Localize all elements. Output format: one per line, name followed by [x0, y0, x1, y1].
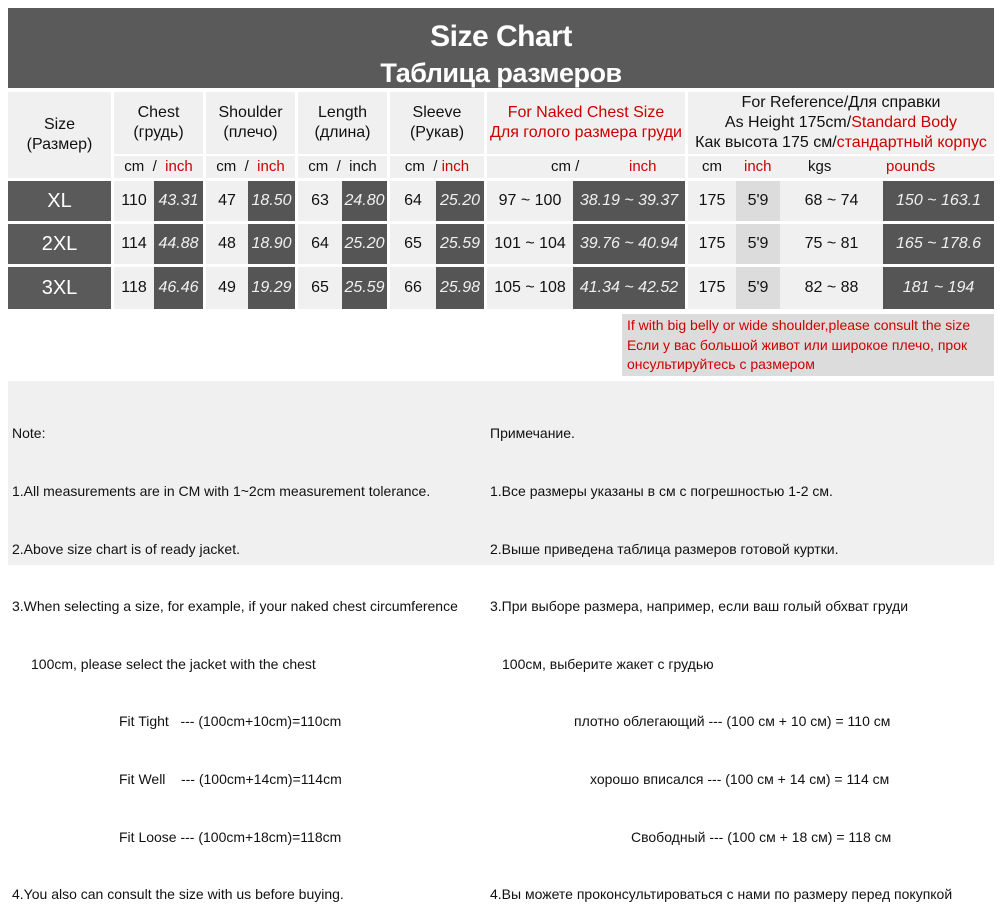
unit-cm: cm /: [551, 158, 580, 175]
shoulder-cm: 49: [206, 267, 248, 309]
height-cm: 175: [688, 224, 736, 264]
naked-chest-inch: 39.76 ~ 40.94: [573, 224, 685, 264]
unit-length: [298, 156, 387, 178]
size-cell: 2XL: [8, 224, 111, 264]
weight-pounds: 181 ~ 194: [883, 267, 994, 309]
note-line: хорошо вписался --- (100 см + 14 см) = 114 см: [590, 771, 890, 788]
header-shoulder: [206, 92, 295, 154]
header-naked-chest: [487, 92, 685, 154]
note-line: 4.Вы можете проконсультироваться с нами по размеру перед покупкой: [490, 886, 953, 903]
unit-inch: inch: [744, 158, 772, 175]
notes-english: [12, 386, 458, 924]
note-line: плотно облегающий --- (100 см + 10 см) = 110 см: [574, 713, 891, 730]
header-size-label: Size: [43, 116, 76, 133]
chest-inch: 46.46: [154, 267, 203, 309]
note-line: 3.When selecting a size, for example, if your naked chest circumference: [12, 598, 458, 615]
title-english: Size Chart: [430, 20, 572, 53]
height-inch: 5'9: [736, 224, 780, 264]
unit-inch: inch: [165, 158, 193, 175]
chest-inch: 44.88: [154, 224, 203, 264]
unit-inch: inch: [257, 158, 285, 175]
reference-standard-body-ru: стандартный корпус: [836, 134, 987, 151]
header-naked-sub: Для голого размера груди: [490, 124, 682, 141]
unit-slash: /: [433, 158, 438, 175]
shoulder-cm: 48: [206, 224, 248, 264]
length-inch: 24.80: [342, 181, 387, 221]
naked-chest-cm: 97 ~ 100: [487, 181, 573, 221]
sleeve-cm: 66: [390, 267, 436, 309]
note-line: 3.При выборе размера, например, если ваш голый обхват груди: [490, 598, 909, 615]
header-sleeve: [390, 92, 484, 154]
length-cm: 63: [298, 181, 342, 221]
header-sleeve-sub: (Рукав): [409, 124, 465, 141]
header-naked-label: For Naked Chest Size: [507, 104, 665, 121]
header-shoulder-sub: (плечо): [223, 124, 278, 141]
unit-cm: cm: [216, 158, 237, 175]
unit-slash: /: [152, 158, 157, 175]
note-line: 1.Все размеры указаны в см с погрешностью 1-2 см.: [490, 483, 833, 500]
weight-pounds: 150 ~ 163.1: [883, 181, 994, 221]
shoulder-inch: 19.29: [248, 267, 295, 309]
weight-kgs: 82 ~ 88: [780, 267, 883, 309]
unit-cm: cm: [124, 158, 145, 175]
size-cell: 3XL: [8, 267, 111, 309]
note-line: 1.All measurements are in CM with 1~2cm measurement tolerance.: [12, 483, 431, 500]
header-chest-label: Chest: [137, 104, 180, 121]
header-reference-line3: [695, 133, 987, 153]
header-shoulder-label: Shoulder: [218, 104, 283, 121]
naked-chest-cm: 105 ~ 108: [487, 267, 573, 309]
sleeve-inch: 25.20: [436, 181, 484, 221]
reference-standard-body: Standard Body: [851, 114, 958, 131]
note-line: 4.You also can consult the size with us before buying.: [12, 886, 344, 903]
unit-slash: /: [336, 158, 341, 175]
unit-pounds: pounds: [886, 158, 936, 175]
length-inch: 25.59: [342, 267, 387, 309]
header-reference: [688, 92, 994, 154]
unit-slash: /: [244, 158, 249, 175]
unit-inch: inch: [629, 158, 657, 175]
chest-cm: 114: [114, 224, 154, 264]
header-reference-line1: For Reference/Для справки: [741, 94, 941, 111]
header-length-label: Length: [318, 104, 367, 121]
reference-height-text: As Height 175cm/: [724, 114, 852, 131]
title-russian: Таблица размеров: [380, 58, 622, 88]
unit-kgs: kgs: [808, 158, 832, 175]
header-chest-sub: (грудь): [133, 124, 184, 141]
warning-line: Если у вас большой живот или широкое плечо, прок: [627, 336, 968, 353]
unit-chest: [114, 156, 203, 178]
sleeve-inch: 25.59: [436, 224, 484, 264]
header-sleeve-label: Sleeve: [412, 104, 462, 121]
note-line: Fit Well --- (100cm+14cm)=114cm: [119, 771, 342, 788]
unit-sleeve: [390, 156, 484, 178]
header-length-sub: (длина): [314, 124, 371, 141]
naked-chest-inch: 41.34 ~ 42.52: [573, 267, 685, 309]
header-chest: [114, 92, 203, 154]
note-line: Fit Loose --- (100cm+18cm)=118cm: [119, 828, 342, 845]
notes-russian: [490, 386, 952, 924]
naked-chest-cm: 101 ~ 104: [487, 224, 573, 264]
weight-pounds: 165 ~ 178.6: [883, 224, 994, 264]
note-line: 2.Выше приведена таблица размеров готовой куртки.: [490, 540, 839, 557]
weight-kgs: 68 ~ 74: [780, 181, 883, 221]
length-cm: 65: [298, 267, 342, 309]
note-line: Note:: [12, 425, 46, 442]
title-banner: [8, 8, 994, 88]
shoulder-inch: 18.90: [248, 224, 295, 264]
consult-warning: [622, 314, 994, 376]
chest-cm: 110: [114, 181, 154, 221]
warning-line: онсультируйтесь с размером: [627, 356, 815, 372]
note-line: Свободный --- (100 см + 18 см) = 118 см: [631, 828, 892, 845]
height-cm: 175: [688, 181, 736, 221]
length-inch: 25.20: [342, 224, 387, 264]
note-line: Fit Tight --- (100cm+10cm)=110cm: [119, 713, 342, 730]
chest-cm: 118: [114, 267, 154, 309]
unit-reference: [688, 156, 994, 178]
unit-shoulder: [206, 156, 295, 178]
header-reference-line2: [725, 113, 957, 133]
unit-naked: [487, 156, 685, 178]
unit-cm: cm: [404, 158, 425, 175]
warning-line: If with big belly or wide shoulder,please consult the size: [627, 317, 971, 333]
length-cm: 64: [298, 224, 342, 264]
unit-cm: cm: [702, 158, 722, 175]
note-line: Примечание.: [490, 425, 575, 442]
chest-inch: 43.31: [154, 181, 203, 221]
height-inch: 5'9: [736, 267, 780, 309]
shoulder-inch: 18.50: [248, 181, 295, 221]
sleeve-inch: 25.98: [436, 267, 484, 309]
reference-height-text-ru: Как высота 175 см/: [695, 134, 837, 151]
header-length: [298, 92, 387, 154]
height-cm: 175: [688, 267, 736, 309]
unit-inch: inch: [349, 158, 377, 175]
header-size: [8, 92, 111, 178]
shoulder-cm: 47: [206, 181, 248, 221]
sleeve-cm: 64: [390, 181, 436, 221]
sleeve-cm: 65: [390, 224, 436, 264]
size-cell: XL: [8, 181, 111, 221]
note-line: 2.Above size chart is of ready jacket.: [12, 540, 240, 557]
height-inch: 5'9: [736, 181, 780, 221]
header-size-sub: (Размер): [26, 136, 93, 153]
unit-inch: inch: [441, 158, 470, 175]
naked-chest-inch: 38.19 ~ 39.37: [573, 181, 685, 221]
note-line: 100см, выберите жакет с грудью: [502, 655, 714, 672]
note-line: 100cm, please select the jacket with the chest: [31, 655, 316, 672]
weight-kgs: 75 ~ 81: [780, 224, 883, 264]
unit-cm: cm: [308, 158, 329, 175]
